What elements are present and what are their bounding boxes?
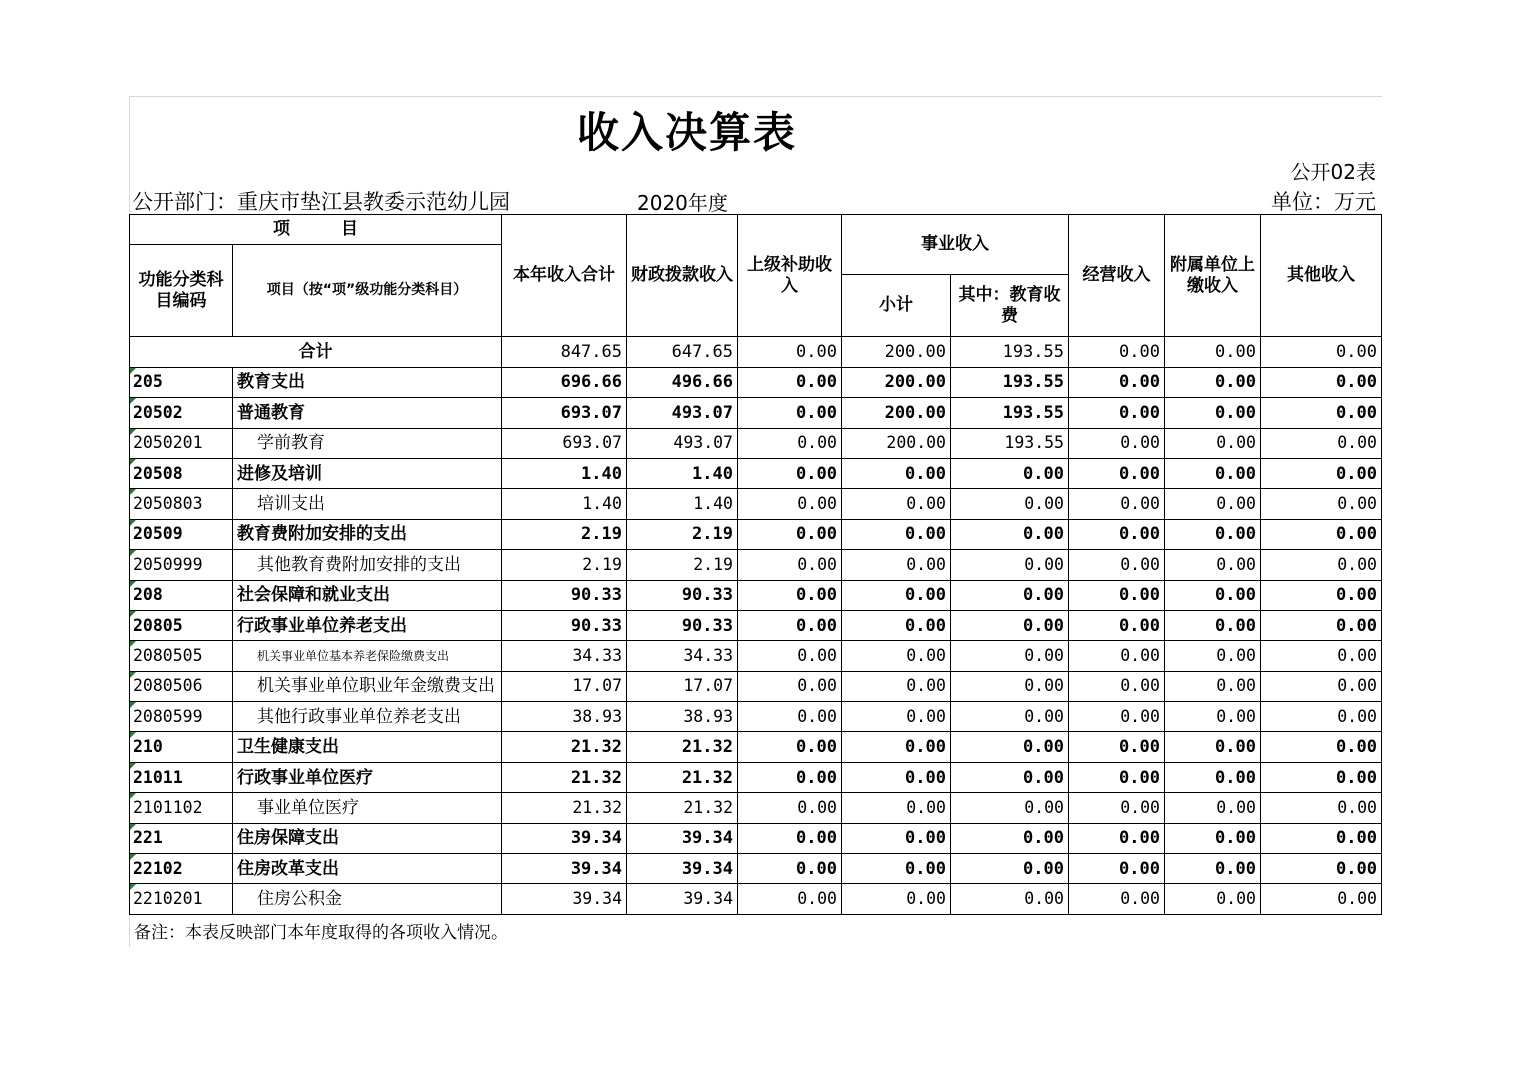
row-value-cell: 1.40 <box>627 489 738 519</box>
row-value-cell: 0.00 <box>738 732 842 762</box>
row-value-cell: 0.00 <box>1069 458 1165 488</box>
total-cell: 0.00 <box>738 337 842 367</box>
row-value-cell: 0.00 <box>1165 428 1261 458</box>
row-value-cell: 0.00 <box>951 793 1069 823</box>
row-value-cell: 39.34 <box>627 823 738 853</box>
row-value-cell: 0.00 <box>1261 519 1382 549</box>
row-code-text: 22102 <box>133 858 183 878</box>
row-value-cell: 0.00 <box>842 519 951 549</box>
row-code-text: 208 <box>133 585 163 605</box>
row-value-cell: 1.40 <box>627 458 738 488</box>
row-value-cell: 0.00 <box>951 823 1069 853</box>
row-value-cell: 38.93 <box>627 702 738 732</box>
row-value-cell: 39.34 <box>502 884 627 914</box>
header-operating: 经营收入 <box>1069 215 1165 337</box>
table-row <box>130 702 1382 732</box>
row-code-text: 20509 <box>133 524 183 544</box>
cell-comment-marker-icon <box>130 368 136 374</box>
row-value-cell: 693.07 <box>502 428 627 458</box>
row-value-cell: 0.00 <box>951 702 1069 732</box>
row-code-text: 210 <box>133 737 163 757</box>
row-code <box>130 489 233 519</box>
row-value-cell: 0.00 <box>738 762 842 792</box>
cell-comment-marker-icon <box>130 429 136 435</box>
row-value-cell: 0.00 <box>1165 702 1261 732</box>
row-value-cell: 2.19 <box>627 519 738 549</box>
row-value-cell: 0.00 <box>1069 428 1165 458</box>
row-value-cell: 0.00 <box>842 580 951 610</box>
row-value-cell: 0.00 <box>1261 793 1382 823</box>
total-cell: 847.65 <box>502 337 627 367</box>
row-value-cell: 0.00 <box>1261 458 1382 488</box>
row-code-text: 20805 <box>133 615 183 635</box>
row-code <box>130 884 233 914</box>
row-value-cell: 34.33 <box>502 641 627 671</box>
header-name: 项目（按“项”级功能分类科目） <box>233 245 502 337</box>
row-value-cell: 0.00 <box>738 823 842 853</box>
row-value-cell: 0.00 <box>1069 762 1165 792</box>
row-value-cell: 0.00 <box>1165 489 1261 519</box>
row-value-cell: 38.93 <box>502 702 627 732</box>
row-value-cell: 0.00 <box>951 550 1069 580</box>
total-cell: 647.65 <box>627 337 738 367</box>
row-value-cell: 0.00 <box>1069 702 1165 732</box>
table-row <box>130 884 1382 914</box>
row-value-cell: 0.00 <box>738 458 842 488</box>
cell-comment-marker-icon <box>130 398 136 404</box>
row-value-cell: 0.00 <box>738 489 842 519</box>
row-value-cell: 0.00 <box>1069 398 1165 428</box>
row-value-cell: 0.00 <box>1165 398 1261 428</box>
row-code <box>130 458 233 488</box>
row-name: 学前教育 <box>233 428 502 458</box>
row-code <box>130 762 233 792</box>
table-row <box>130 641 1382 671</box>
unit-label: 单位：万元 <box>1271 190 1376 214</box>
row-value-cell: 0.00 <box>1261 489 1382 519</box>
table-body <box>130 337 1382 914</box>
cell-comment-marker-icon <box>130 489 136 495</box>
row-value-cell: 0.00 <box>842 550 951 580</box>
row-value-cell: 0.00 <box>1069 610 1165 640</box>
table-row <box>130 550 1382 580</box>
row-code-text: 221 <box>133 828 163 848</box>
row-value-cell: 0.00 <box>951 671 1069 701</box>
row-value-cell: 0.00 <box>738 610 842 640</box>
cell-comment-marker-icon <box>130 641 136 647</box>
table-row <box>130 762 1382 792</box>
footnote: 备注：本表反映部门本年度取得的各项收入情况。 <box>134 923 508 943</box>
row-value-cell: 0.00 <box>1069 519 1165 549</box>
row-value-cell: 0.00 <box>738 884 842 914</box>
row-code <box>130 702 233 732</box>
row-value-cell: 21.32 <box>627 793 738 823</box>
row-value-cell: 493.07 <box>627 428 738 458</box>
row-value-cell: 0.00 <box>1261 671 1382 701</box>
row-value-cell: 90.33 <box>627 610 738 640</box>
row-value-cell: 0.00 <box>1165 823 1261 853</box>
row-value-cell: 0.00 <box>1261 762 1382 792</box>
row-value-cell: 0.00 <box>1069 732 1165 762</box>
row-value-cell: 0.00 <box>1261 610 1382 640</box>
row-value-cell: 200.00 <box>842 428 951 458</box>
row-value-cell: 0.00 <box>1165 610 1261 640</box>
cell-comment-marker-icon <box>130 672 136 678</box>
row-value-cell: 0.00 <box>738 398 842 428</box>
row-value-cell: 0.00 <box>1261 367 1382 397</box>
row-name: 卫生健康支出 <box>233 732 502 762</box>
row-name: 住房公积金 <box>233 884 502 914</box>
row-value-cell: 0.00 <box>1069 854 1165 884</box>
row-code <box>130 428 233 458</box>
row-value-cell: 0.00 <box>842 732 951 762</box>
row-value-cell: 1.40 <box>502 489 627 519</box>
row-value-cell: 0.00 <box>1261 428 1382 458</box>
row-value-cell: 21.32 <box>502 793 627 823</box>
row-name: 机关事业单位基本养老保险缴费支出 <box>233 641 502 671</box>
header-project: 项 目 <box>130 215 502 245</box>
row-code <box>130 732 233 762</box>
row-value-cell: 0.00 <box>738 519 842 549</box>
row-value-cell: 0.00 <box>951 519 1069 549</box>
table-row <box>130 398 1382 428</box>
row-value-cell: 90.33 <box>502 610 627 640</box>
row-value-cell: 0.00 <box>842 762 951 792</box>
row-value-cell: 0.00 <box>1261 702 1382 732</box>
row-value-cell: 0.00 <box>1165 671 1261 701</box>
total-cell: 0.00 <box>1165 337 1261 367</box>
total-cell: 193.55 <box>951 337 1069 367</box>
row-code-text: 2080506 <box>133 676 203 696</box>
row-code <box>130 580 233 610</box>
header-other: 其他收入 <box>1261 215 1382 337</box>
row-value-cell: 21.32 <box>627 762 738 792</box>
row-code <box>130 641 233 671</box>
row-value-cell: 90.33 <box>627 580 738 610</box>
row-value-cell: 0.00 <box>951 641 1069 671</box>
row-value-cell: 39.34 <box>627 854 738 884</box>
table-row <box>130 458 1382 488</box>
table-row <box>130 519 1382 549</box>
row-value-cell: 0.00 <box>1165 641 1261 671</box>
row-value-cell: 696.66 <box>502 367 627 397</box>
row-name: 其他行政事业单位养老支出 <box>233 702 502 732</box>
row-value-cell: 0.00 <box>1165 519 1261 549</box>
cell-comment-marker-icon <box>130 581 136 587</box>
row-value-cell: 0.00 <box>1165 367 1261 397</box>
row-value-cell: 193.55 <box>951 428 1069 458</box>
row-value-cell: 0.00 <box>951 762 1069 792</box>
row-value-cell: 21.32 <box>627 732 738 762</box>
row-value-cell: 0.00 <box>1165 732 1261 762</box>
row-code <box>130 610 233 640</box>
row-code-text: 21011 <box>133 767 183 787</box>
row-value-cell: 21.32 <box>502 732 627 762</box>
row-value-cell: 0.00 <box>1261 641 1382 671</box>
row-value-cell: 0.00 <box>738 580 842 610</box>
header-fiscal: 财政拨款收入 <box>627 215 738 337</box>
row-name: 教育费附加安排的支出 <box>233 519 502 549</box>
table-row <box>130 671 1382 701</box>
row-name: 机关事业单位职业年金缴费支出 <box>233 671 502 701</box>
row-name: 培训支出 <box>233 489 502 519</box>
cell-comment-marker-icon <box>130 793 136 799</box>
cell-comment-marker-icon <box>130 824 136 830</box>
row-code-text: 20508 <box>133 463 183 483</box>
row-value-cell: 0.00 <box>1165 854 1261 884</box>
row-value-cell: 0.00 <box>1069 550 1165 580</box>
row-code-text: 20502 <box>133 402 183 422</box>
row-value-cell: 0.00 <box>1069 823 1165 853</box>
row-value-cell: 17.07 <box>627 671 738 701</box>
row-code-text: 2050803 <box>133 494 203 514</box>
row-value-cell: 0.00 <box>842 854 951 884</box>
row-code-text: 2210201 <box>133 889 203 909</box>
row-value-cell: 0.00 <box>842 823 951 853</box>
row-value-cell: 0.00 <box>842 793 951 823</box>
table-row <box>130 428 1382 458</box>
row-value-cell: 0.00 <box>1069 367 1165 397</box>
total-cell: 0.00 <box>1261 337 1382 367</box>
row-value-cell: 0.00 <box>1261 580 1382 610</box>
row-value-cell: 0.00 <box>1261 854 1382 884</box>
row-code <box>130 367 233 397</box>
total-cell: 200.00 <box>842 337 951 367</box>
cell-comment-marker-icon <box>130 550 136 556</box>
table-row <box>130 367 1382 397</box>
row-value-cell: 0.00 <box>1165 884 1261 914</box>
row-code-text: 205 <box>133 372 163 392</box>
table-number: 公开02表 <box>1290 160 1376 184</box>
row-value-cell: 0.00 <box>1069 580 1165 610</box>
table-row <box>130 610 1382 640</box>
income-table <box>129 214 1382 915</box>
row-name: 行政事业单位医疗 <box>233 762 502 792</box>
cell-comment-marker-icon <box>130 702 136 708</box>
row-name: 事业单位医疗 <box>233 793 502 823</box>
row-value-cell: 193.55 <box>951 367 1069 397</box>
header-code: 功能分类科目编码 <box>130 245 233 337</box>
row-value-cell: 0.00 <box>951 854 1069 884</box>
row-value-cell: 0.00 <box>951 610 1069 640</box>
row-name: 行政事业单位养老支出 <box>233 610 502 640</box>
row-value-cell: 496.66 <box>627 367 738 397</box>
row-value-cell: 2.19 <box>627 550 738 580</box>
header-business: 事业收入 <box>842 215 1069 275</box>
row-value-cell: 2.19 <box>502 519 627 549</box>
row-value-cell: 0.00 <box>951 458 1069 488</box>
row-code-text: 2101102 <box>133 797 203 817</box>
header-business-edu-fee: 其中：教育收费 <box>951 275 1069 337</box>
row-value-cell: 0.00 <box>738 641 842 671</box>
row-name: 教育支出 <box>233 367 502 397</box>
row-value-cell: 0.00 <box>1069 671 1165 701</box>
cell-comment-marker-icon <box>130 520 136 526</box>
row-value-cell: 0.00 <box>951 732 1069 762</box>
row-value-cell: 693.07 <box>502 398 627 428</box>
row-value-cell: 0.00 <box>738 367 842 397</box>
row-value-cell: 0.00 <box>1261 823 1382 853</box>
row-value-cell: 21.32 <box>502 762 627 792</box>
cell-comment-marker-icon <box>130 763 136 769</box>
row-value-cell: 0.00 <box>842 458 951 488</box>
header-superior: 上级补助收入 <box>738 215 842 337</box>
row-value-cell: 0.00 <box>951 884 1069 914</box>
cell-comment-marker-icon <box>130 611 136 617</box>
total-label: 合计 <box>130 337 502 367</box>
row-value-cell: 90.33 <box>502 580 627 610</box>
row-value-cell: 493.07 <box>627 398 738 428</box>
row-value-cell: 39.34 <box>502 854 627 884</box>
row-value-cell: 0.00 <box>1261 884 1382 914</box>
row-code <box>130 823 233 853</box>
cell-comment-marker-icon <box>130 854 136 860</box>
row-value-cell: 0.00 <box>842 610 951 640</box>
row-value-cell: 0.00 <box>1261 732 1382 762</box>
row-value-cell: 0.00 <box>842 884 951 914</box>
row-value-cell: 17.07 <box>502 671 627 701</box>
row-code <box>130 519 233 549</box>
row-code-text: 2080599 <box>133 706 203 726</box>
row-value-cell: 34.33 <box>627 641 738 671</box>
row-value-cell: 0.00 <box>738 550 842 580</box>
row-code <box>130 398 233 428</box>
row-code <box>130 793 233 823</box>
row-value-cell: 0.00 <box>738 671 842 701</box>
row-value-cell: 193.55 <box>951 398 1069 428</box>
total-row <box>130 337 1382 367</box>
row-value-cell: 0.00 <box>951 580 1069 610</box>
row-value-cell: 0.00 <box>1165 580 1261 610</box>
header-total: 本年收入合计 <box>502 215 627 337</box>
row-code-text: 2080505 <box>133 645 203 665</box>
row-value-cell: 0.00 <box>1069 489 1165 519</box>
header-affiliated: 附属单位上缴收入 <box>1165 215 1261 337</box>
row-value-cell: 0.00 <box>1165 550 1261 580</box>
row-value-cell: 0.00 <box>1069 793 1165 823</box>
row-name: 住房保障支出 <box>233 823 502 853</box>
row-value-cell: 0.00 <box>842 641 951 671</box>
row-value-cell: 0.00 <box>738 428 842 458</box>
total-cell: 0.00 <box>1069 337 1165 367</box>
row-code-text: 2050999 <box>133 554 203 574</box>
table-row <box>130 793 1382 823</box>
row-name: 普通教育 <box>233 398 502 428</box>
row-value-cell: 200.00 <box>842 367 951 397</box>
cell-comment-marker-icon <box>130 732 136 738</box>
row-value-cell: 39.34 <box>627 884 738 914</box>
row-value-cell: 0.00 <box>1165 458 1261 488</box>
table-row <box>130 854 1382 884</box>
row-name: 社会保障和就业支出 <box>233 580 502 610</box>
row-value-cell: 39.34 <box>502 823 627 853</box>
row-name: 其他教育费附加安排的支出 <box>233 550 502 580</box>
row-value-cell: 0.00 <box>1069 641 1165 671</box>
row-code <box>130 550 233 580</box>
row-value-cell: 0.00 <box>951 489 1069 519</box>
table-row <box>130 580 1382 610</box>
row-value-cell: 0.00 <box>1261 550 1382 580</box>
row-value-cell: 0.00 <box>738 793 842 823</box>
header-business-subtotal: 小计 <box>842 275 951 337</box>
page-title: 收入决算表 <box>577 108 798 157</box>
row-value-cell: 0.00 <box>1261 398 1382 428</box>
table-row <box>130 489 1382 519</box>
department-label: 公开部门：重庆市垫江县教委示范幼儿园 <box>132 190 510 214</box>
row-value-cell: 1.40 <box>502 458 627 488</box>
row-name: 进修及培训 <box>233 458 502 488</box>
year-label: 2020年度 <box>637 191 728 215</box>
row-value-cell: 0.00 <box>738 702 842 732</box>
row-code <box>130 854 233 884</box>
row-value-cell: 0.00 <box>842 489 951 519</box>
row-value-cell: 0.00 <box>1069 884 1165 914</box>
row-value-cell: 200.00 <box>842 398 951 428</box>
cell-comment-marker-icon <box>130 884 136 890</box>
row-value-cell: 0.00 <box>738 854 842 884</box>
cell-comment-marker-icon <box>130 459 136 465</box>
row-value-cell: 0.00 <box>1165 793 1261 823</box>
row-code-text: 2050201 <box>133 433 203 453</box>
row-value-cell: 0.00 <box>842 702 951 732</box>
row-value-cell: 2.19 <box>502 550 627 580</box>
table-row <box>130 732 1382 762</box>
row-code <box>130 671 233 701</box>
table-row <box>130 823 1382 853</box>
row-value-cell: 0.00 <box>842 671 951 701</box>
row-value-cell: 0.00 <box>1165 762 1261 792</box>
row-name: 住房改革支出 <box>233 854 502 884</box>
